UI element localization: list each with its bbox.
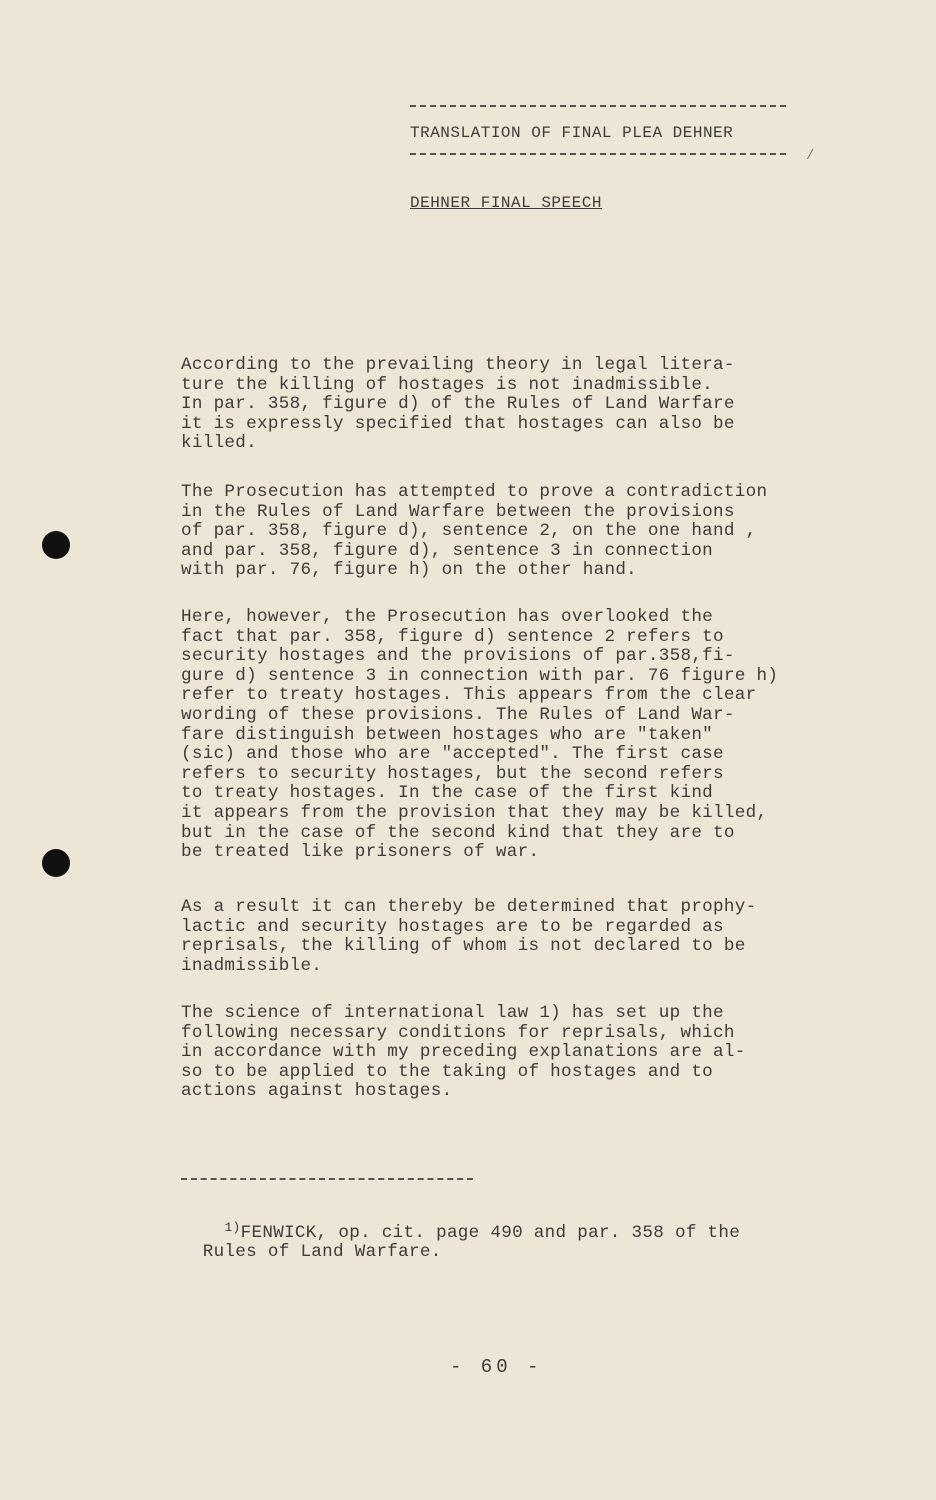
punch-hole-bottom <box>42 849 70 877</box>
header-rule-bottom <box>410 153 786 155</box>
punch-hole-top <box>42 531 70 559</box>
paragraph-3: Here, however, the Prosecution has overlooked the fact that par. 358, figure d) sentence 2 refers to security hostages and the provisions of par.358,fi- gure d) sentence 3 in connection with par. 76 figure h) refer to treaty hostages. This appears from the clear wording of these provisions. The Rules of Land War- fare distinguish between hostages who are "taken" (sic) and those who are "accepted". The first case refers to security hostages, but the second refers to treaty hostages. In the case of the first kind it appears from the provision that they may be killed, but in the case of the second kind that they are to be treated like prisoners of war. <box>181 607 779 863</box>
document-title: TRANSLATION OF FINAL PLEA DEHNER <box>410 124 734 142</box>
footnote-text: FENWICK, op. cit. page 490 and par. 358 of the Rules of Land Warfare. <box>202 1222 741 1263</box>
header-rule-top <box>410 105 786 107</box>
footnote-rule <box>181 1178 473 1180</box>
stray-mark: / <box>806 148 815 164</box>
paragraph-1: According to the prevailing theory in legal litera- ture the killing of hostages is not inadmissible. In par. 358, figure d) of the Rules of Land Warfare it is expressly specified that hostages can also be killed. <box>181 355 735 454</box>
paragraph-4: As a result it can thereby be determined that prophy- lactic and security hostages are to be regarded as reprisals, the killing of whom is not declared to be inadmissible. <box>181 897 757 976</box>
footnote-marker: 1) <box>224 1219 241 1235</box>
paragraph-2: The Prosecution has attempted to prove a contradiction in the Rules of Land Warfare between the provisions of par. 358, figure d), sentence 2, on the one hand , and par. 358, figure d), sentence 3 in connection with par. 76, figure h) on the other hand. <box>181 482 768 581</box>
speech-subtitle: DEHNER FINAL SPEECH <box>410 194 602 212</box>
page-number: - 60 - <box>450 1356 543 1378</box>
footnote <box>181 1198 801 1282</box>
paragraph-5: The science of international law 1) has set up the following necessary conditions for reprisals, which in accordance with my preceding explanations are al- so to be applied to the taking of hostages and to actions against hostages. <box>181 1003 746 1102</box>
